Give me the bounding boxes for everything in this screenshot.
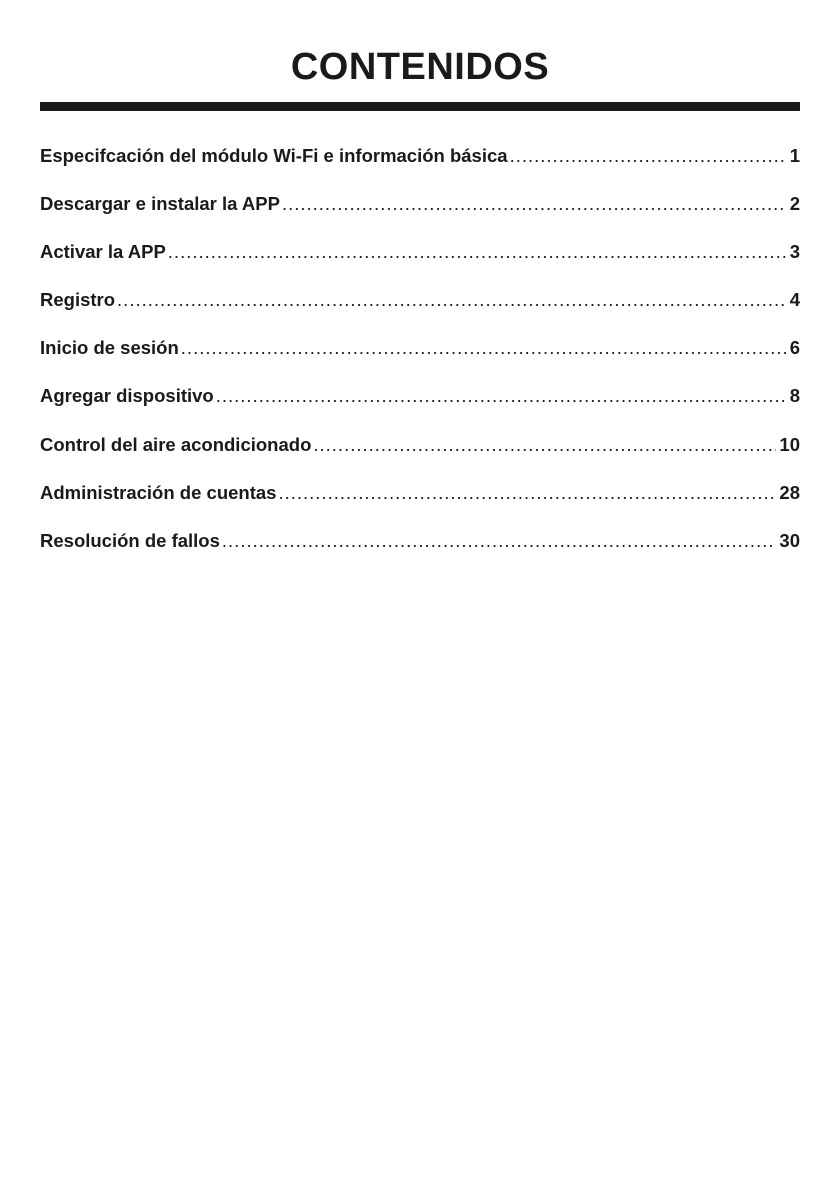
toc-entry[interactable] — [40, 190, 800, 238]
toc-entry-label: Resolución de fallos — [40, 529, 220, 551]
toc-entry-label: Registro — [40, 289, 116, 311]
toc-entry[interactable] — [40, 286, 800, 334]
toc-entry-page: 1 — [789, 145, 800, 166]
toc-entry-page: 4 — [789, 289, 800, 311]
toc-entry-page: 3 — [789, 241, 800, 263]
toc-entry-page: 8 — [789, 385, 800, 407]
toc-entry[interactable] — [40, 382, 800, 430]
dot-leader — [278, 479, 776, 507]
dot-leader — [181, 334, 787, 362]
toc-entry-label: Administración de cuentas — [40, 481, 277, 503]
dot-leader — [216, 382, 787, 410]
toc-entry[interactable] — [40, 479, 800, 527]
dot-leader — [510, 142, 787, 170]
dot-leader — [282, 190, 787, 218]
toc-entry-page: 30 — [779, 529, 800, 551]
toc-entry[interactable] — [40, 142, 800, 190]
table-of-contents — [40, 142, 800, 575]
toc-entry[interactable] — [40, 334, 800, 382]
title-divider — [40, 102, 800, 111]
toc-entry-page: 6 — [789, 337, 800, 359]
toc-entry-label: Descargar e instalar la APP — [40, 193, 280, 215]
toc-entry[interactable] — [40, 431, 800, 479]
toc-entry-page: 10 — [779, 433, 800, 455]
dot-leader — [313, 431, 776, 459]
toc-entry-page: 2 — [789, 193, 800, 215]
dot-leader — [117, 286, 787, 314]
toc-entry-label: Control del aire acondicionado — [40, 433, 312, 455]
toc-entry-label: Especifcación del módulo Wi-Fi e información básica — [40, 145, 508, 166]
toc-entry-label: Agregar dispositivo — [40, 385, 214, 407]
toc-entry-label: Activar la APP — [40, 241, 166, 263]
toc-entry[interactable] — [40, 527, 800, 575]
toc-entry[interactable] — [40, 238, 800, 286]
page-title: CONTENIDOS — [290, 46, 550, 88]
dot-leader — [222, 527, 777, 555]
toc-entry-label: Inicio de sesión — [40, 337, 179, 359]
toc-entry-page: 28 — [779, 481, 800, 503]
dot-leader — [168, 238, 787, 266]
